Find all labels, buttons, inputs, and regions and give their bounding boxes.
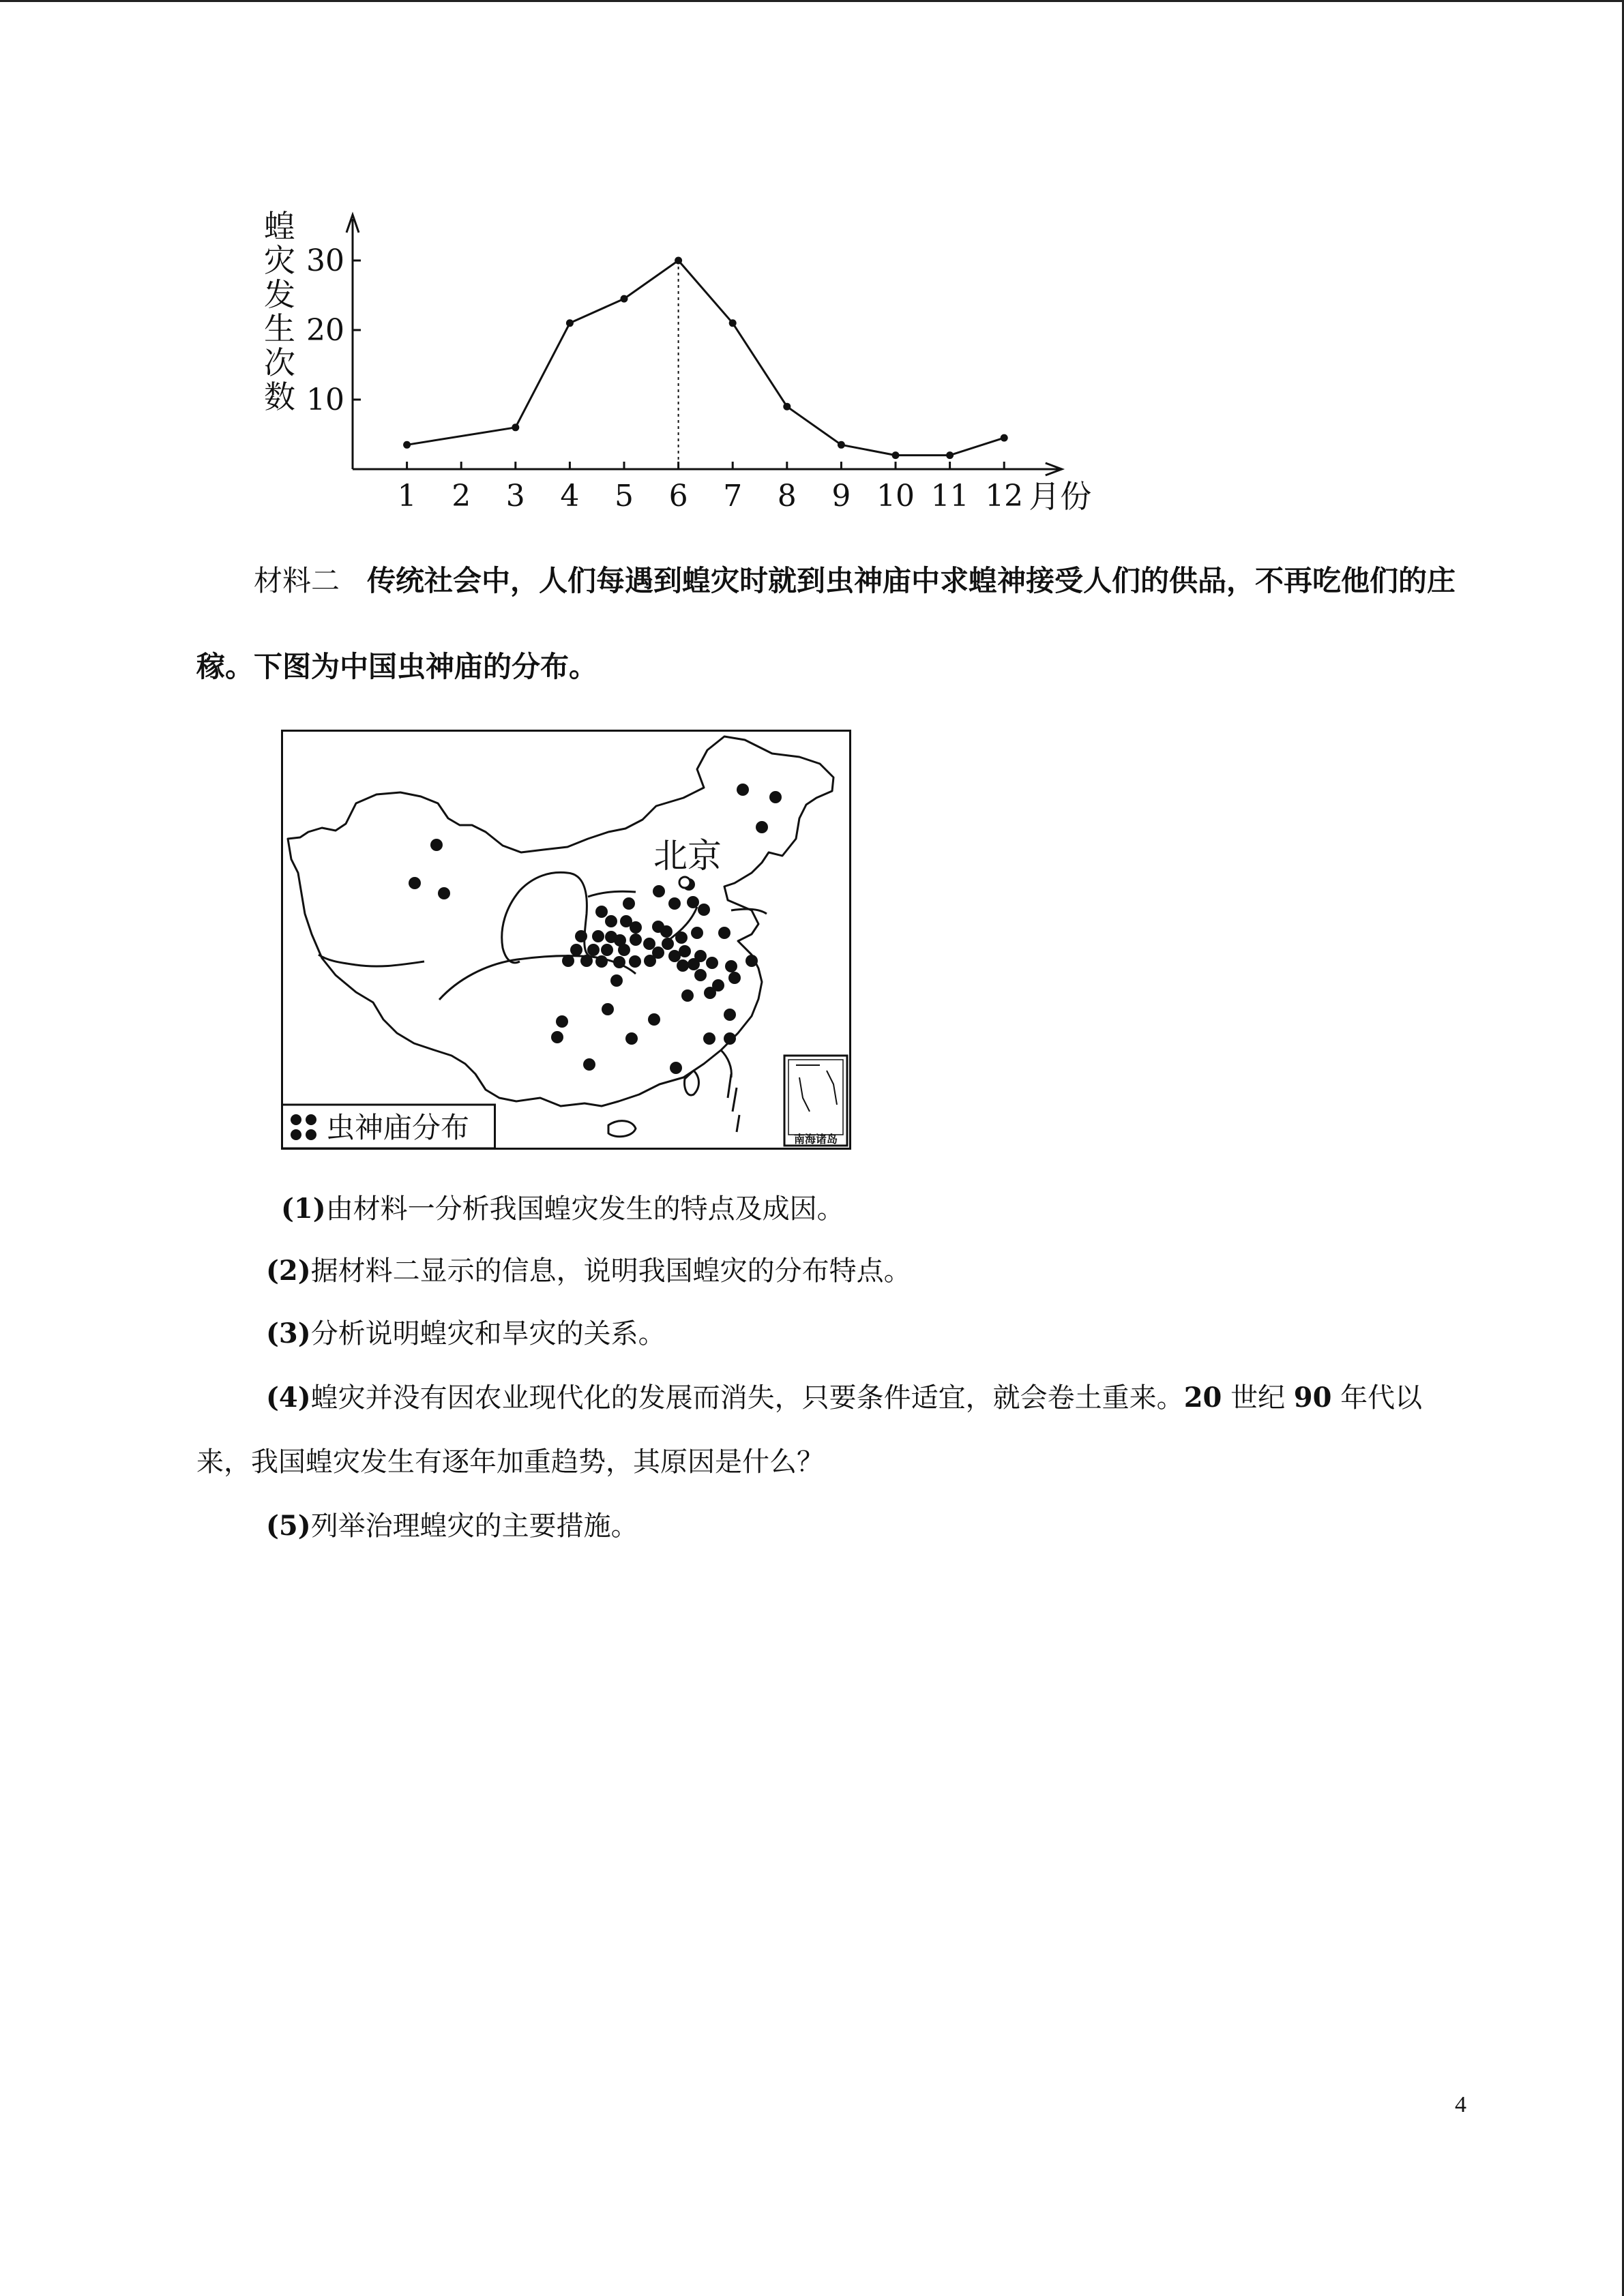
temple-dot: [601, 944, 613, 956]
legend-label: 虫神庙分布: [326, 1111, 470, 1144]
question-5-number: (5): [266, 1510, 311, 1542]
temple-dot: [660, 925, 673, 938]
ylabel-char: 蝗: [264, 208, 295, 245]
material2-line1: [254, 561, 1456, 601]
temple-dot: [430, 839, 443, 851]
question-1-text: 由材料一分析我国蝗灾发生的特点及成因。: [325, 1193, 844, 1225]
data-point: [946, 451, 954, 459]
question-2-number: (2): [266, 1255, 311, 1287]
data-point: [838, 441, 845, 449]
x-tick-label: 7: [723, 479, 743, 513]
temple-dot: [670, 1062, 682, 1074]
temple-dot: [630, 934, 642, 946]
temple-dot: [648, 1013, 660, 1026]
ylabel-char: 次: [264, 344, 295, 381]
temple-dot: [630, 921, 642, 934]
question-4-number: (4): [266, 1382, 311, 1414]
temple-dot: [583, 1058, 595, 1071]
data-point: [675, 257, 682, 265]
beijing-marker: [679, 877, 690, 888]
inset-label: 南海诸岛: [793, 1133, 838, 1146]
temple-dot: [724, 1009, 736, 1021]
beijing-label: 北京: [653, 836, 722, 876]
x-tick-label: 11: [930, 479, 969, 513]
data-line: [407, 260, 1005, 456]
temple-dot: [756, 821, 768, 833]
question-3: [266, 1313, 666, 1354]
question-4-text-c: 年代以: [1331, 1382, 1423, 1414]
temple-dot: [725, 960, 737, 972]
temple-dot: [610, 974, 623, 987]
temple-dot: [662, 938, 674, 950]
temple-dot: [694, 969, 707, 981]
page-border-top: [0, 0, 1624, 2]
x-tick-label: 2: [452, 479, 471, 513]
material2-label: 材料二: [254, 564, 340, 597]
temple-dot: [629, 955, 641, 968]
temple-dot: [703, 1032, 715, 1045]
temple-dot: [438, 887, 450, 899]
temple-dot: [602, 1003, 614, 1015]
temple-dot: [625, 1032, 638, 1045]
legend-dot: [306, 1129, 316, 1140]
nanhai-inset: [784, 1056, 847, 1146]
x-tick-label: 1: [397, 479, 417, 513]
temple-dot: [704, 987, 716, 999]
temple-dot: [556, 1015, 568, 1028]
data-point: [621, 295, 628, 303]
temple-dot: [580, 955, 593, 967]
data-point: [566, 319, 574, 327]
x-tick-label: 10: [876, 479, 915, 513]
question-1-number: (1): [281, 1193, 326, 1225]
ylabel-char: 灾: [264, 242, 295, 279]
temple-dot: [681, 989, 694, 1002]
temple-dot: [675, 931, 688, 944]
question-4-num-a: 20: [1183, 1382, 1222, 1414]
temple-dot: [677, 959, 689, 972]
temple-dot: [668, 950, 681, 962]
temple-dot: [737, 784, 749, 796]
ylabel-char: 数: [264, 378, 295, 415]
question-4-line2: 来，我国蝗灾发生有逐年加重趋势，其原因是什么？: [196, 1446, 824, 1478]
temple-dot: [595, 955, 608, 968]
temple-dot: [724, 1032, 736, 1045]
x-tick-label: 4: [560, 479, 580, 513]
y-tick-label: 10: [306, 383, 344, 417]
temple-dot: [605, 915, 617, 927]
temple-dot: [551, 1031, 563, 1043]
question-4-text-a: 蝗灾并没有因农业现代化的发展而消失，只要条件适宜，就会卷土重来。: [310, 1382, 1184, 1414]
temple-dot: [668, 897, 681, 910]
temple-dot: [643, 938, 655, 950]
x-tick-label: 3: [505, 479, 525, 513]
x-tick-label: 9: [831, 479, 851, 513]
temple-dot: [728, 972, 741, 984]
x-tick-label: 8: [777, 479, 797, 513]
temple-dot: [592, 930, 604, 942]
map-legend: [282, 1105, 495, 1148]
material2-text-line2: 稼。下图为中国虫神庙的分布。: [196, 650, 598, 683]
temple-distribution-map: [281, 730, 851, 1150]
question-1: [281, 1189, 844, 1229]
question-5-text: 列举治理蝗灾的主要措施。: [310, 1510, 638, 1542]
question-4-num-b: 90: [1293, 1382, 1332, 1414]
x-tick-label: 5: [615, 479, 634, 513]
ylabel-char: 生: [264, 310, 295, 347]
temple-dot: [718, 927, 730, 939]
temple-dot: [562, 955, 574, 967]
temple-dot: [587, 944, 600, 956]
temple-dot: [687, 896, 699, 908]
question-5: [266, 1506, 638, 1547]
locust-frequency-chart: [252, 205, 1139, 525]
question-4-line1: [266, 1377, 1422, 1418]
x-tick-label: 6: [668, 479, 688, 513]
chart-axes: [346, 215, 1062, 475]
question-4-text-b: 世纪: [1222, 1382, 1294, 1414]
temple-dot: [575, 930, 587, 942]
legend-dot: [306, 1114, 316, 1125]
temple-dot: [691, 927, 703, 939]
temple-dot: [613, 956, 625, 968]
temple-dot: [618, 944, 630, 956]
temple-dot: [706, 957, 718, 969]
x-tick-label: 12: [985, 479, 1024, 513]
data-point: [892, 451, 900, 459]
temple-dot: [688, 958, 700, 970]
y-tick-label: 30: [306, 243, 344, 278]
page-number: 4: [1455, 2092, 1466, 2117]
ylabel-char: 发: [264, 276, 295, 313]
temple-dot: [570, 944, 582, 956]
legend-dot: [291, 1129, 301, 1140]
temple-dot: [623, 897, 635, 910]
data-point: [729, 319, 737, 327]
question-2-text: 据材料二显示的信息，说明我国蝗灾的分布特点。: [310, 1255, 911, 1287]
temple-dot: [595, 906, 608, 918]
temple-dot: [644, 955, 656, 967]
question-2: [266, 1251, 911, 1292]
temple-dot: [769, 791, 782, 803]
temple-dot: [409, 877, 421, 889]
map-frame: [282, 731, 851, 1149]
data-point: [783, 403, 791, 411]
temple-dot: [698, 904, 710, 916]
legend-dot: [291, 1114, 301, 1125]
data-point: [403, 441, 411, 449]
y-axis-label: [264, 208, 295, 415]
question-3-text: 分析说明蝗灾和旱灾的关系。: [310, 1318, 666, 1350]
data-point: [1001, 434, 1008, 442]
temple-dot: [653, 885, 665, 897]
y-tick-label: 20: [306, 313, 344, 348]
question-3-number: (3): [266, 1317, 311, 1350]
data-point: [512, 423, 519, 431]
x-axis-label: 月份: [1029, 478, 1092, 515]
series-line: [403, 257, 1008, 470]
material2-text-line1: 传统社会中，人们每遇到蝗灾时就到虫神庙中求蝗神接受人们的供品，不再吃他们的庄: [367, 564, 1456, 597]
temple-dot: [745, 955, 758, 967]
